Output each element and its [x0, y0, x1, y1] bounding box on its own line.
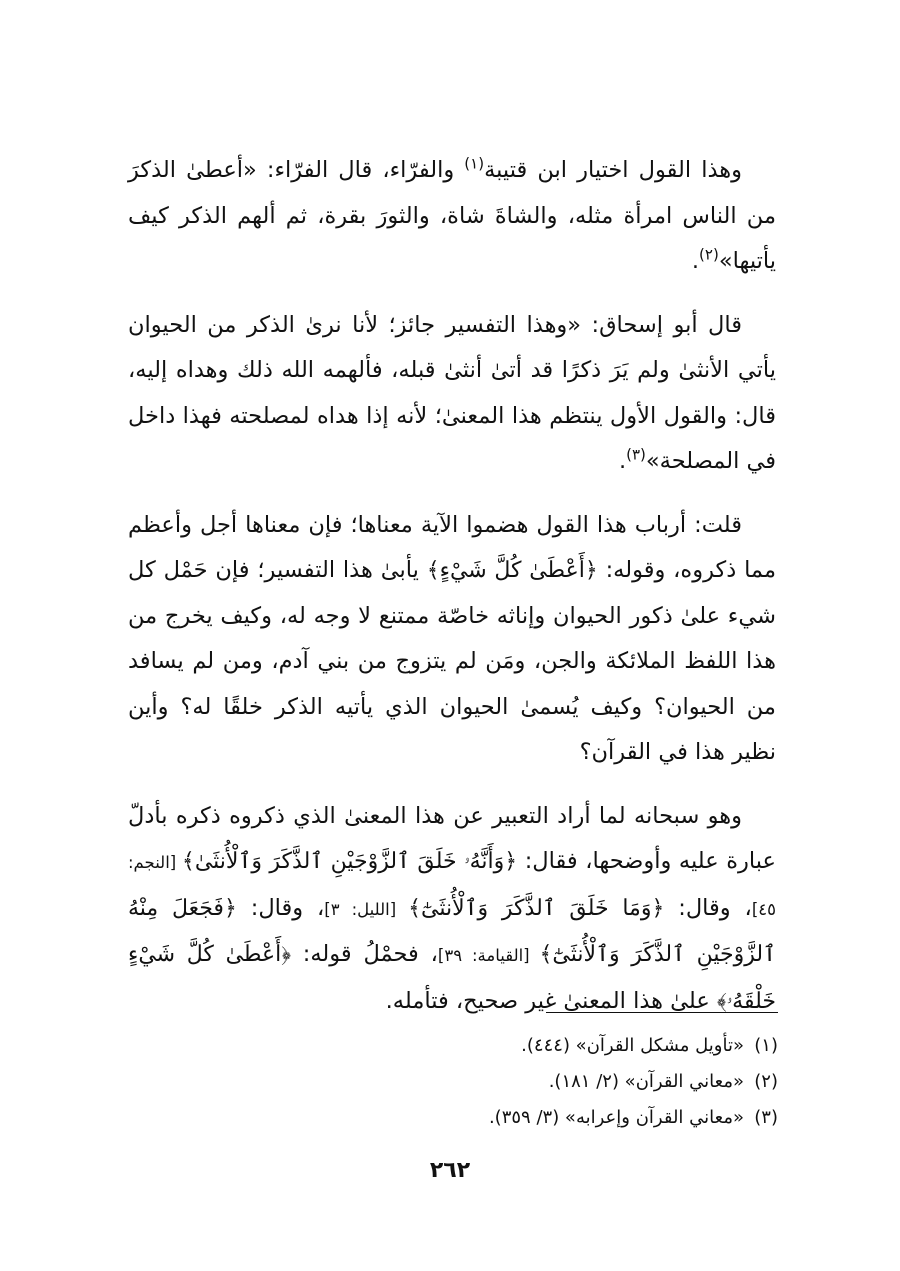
quran-verse: ﴿أَعْطَىٰ كُلَّ شَيْءٍ﴾ [426, 558, 598, 583]
quran-verse: ﴿فَجَعَلَ مِنْهُ ٱلزَّوْجَيْنِ ٱلذَّكَرَ وَٱلْأُنثَىٰٓ﴾ [128, 895, 776, 967]
footnote-marker: (١) [464, 154, 485, 173]
footnote-number: (١) [754, 1035, 778, 1056]
text-run: قال أبو إسحاق: «وهذا التفسير جائز؛ لأنا نرىٰ الذكر من الحيوان يأتي الأنثىٰ ولم يَرَ ذكرًا قد أتىٰ أنثىٰ قبله، فألهمه الله ذلك وهداه إليه، قال: والقول الأول ينتظم هذا المعنىٰ؛ لأنه إذا هداه لمصلحته فهذا داخل في المصلحة» [128, 311, 776, 474]
verse-citation: [القيامة: ٣٩] [437, 946, 540, 965]
footnote-text: «معاني القرآن» (٢/ ١٨١). [548, 1071, 744, 1092]
text-run: ، وقال: [664, 894, 752, 921]
paragraph-4 [128, 794, 776, 1025]
text-run: وهذا القول اختيار ابن قتيبة [484, 157, 742, 183]
text-run: قلت: أرباب هذا القول هضموا الآية معناها؛ فإن معناها أجل وأعظم مما ذكروه، وقوله: [128, 511, 776, 583]
footnote-divider [546, 1012, 778, 1013]
footnote-item [200, 1064, 778, 1100]
quran-verse: ﴿أَعْطَىٰ كُلَّ شَيْءٍ خَلْقَهُۥ﴾ [128, 942, 776, 1014]
footnote-number: (٣) [754, 1107, 778, 1128]
quran-verse: ﴿وَأَنَّهُۥ خَلَقَ ٱلزَّوْجَيْنِ ٱلذَّكَرَ وَٱلْأُنثَىٰ﴾ [181, 849, 518, 874]
text-run: . [618, 448, 627, 474]
footnote-marker: (٢) [699, 245, 719, 264]
text-run: ، فحمْلُ قوله: [290, 941, 438, 967]
footnote-item [200, 1028, 778, 1064]
footnote-number: (٢) [754, 1071, 778, 1092]
quran-verse: ﴿وَمَا خَلَقَ ٱلذَّكَرَ وَٱلْأُنثَىٰٓ﴾ [408, 895, 665, 921]
paragraph-2 [128, 303, 776, 485]
text-run: يأبىٰ هذا التفسير؛ فإن حَمْل كل شيء علىٰ ذكور الحيوان وإناثه خاصّة ممتنع لا وجه له، وكيف يخرج من هذا اللفظ الملائكة والجن، ومَن لم يتزوج من بني آدم، ومن لم يسافد من الحيوان؟ وكيف يُسمىٰ الحيوان الذي يأتيه الذكر خلقًا له؟ وأين نظير هذا في القرآن؟ [128, 557, 776, 765]
paragraph-1 [128, 148, 776, 285]
verse-citation: [الليل: ٣] [324, 899, 409, 919]
text-run: وهو سبحانه لما أراد التعبير عن هذا المعنىٰ الذي ذكروه ذكره بأدلّ عبارة عليه وأوضحها، فقال: [128, 802, 776, 874]
page-number: ٢٦٢ [429, 1158, 471, 1183]
text-run: ، وقال: [236, 894, 325, 921]
paragraph-3 [128, 503, 776, 776]
footnote-text: «تأويل مشكل القرآن» (٤٤٤). [521, 1035, 744, 1056]
text-run: علىٰ هذا المعنىٰ غير صحيح، فتأمله. [385, 987, 717, 1014]
footnote-item [200, 1100, 778, 1136]
footnote-marker: (٣) [626, 445, 646, 464]
verse-citation: [النجم: ٤٥] [128, 853, 776, 919]
footnote-text: «معاني القرآن وإعرابه» (٣/ ٣٥٩). [488, 1107, 744, 1128]
footnotes [200, 1028, 778, 1136]
main-text [128, 148, 776, 1042]
text-run: . [691, 248, 700, 274]
text-run: والفرّاء، قال الفرّاء: «أعطىٰ الذكرَ من الناس امرأة مثله، والشاةَ شاة، والثورَ بقرة، ثم ألهم الذكر كيف يأتيها» [128, 157, 776, 274]
